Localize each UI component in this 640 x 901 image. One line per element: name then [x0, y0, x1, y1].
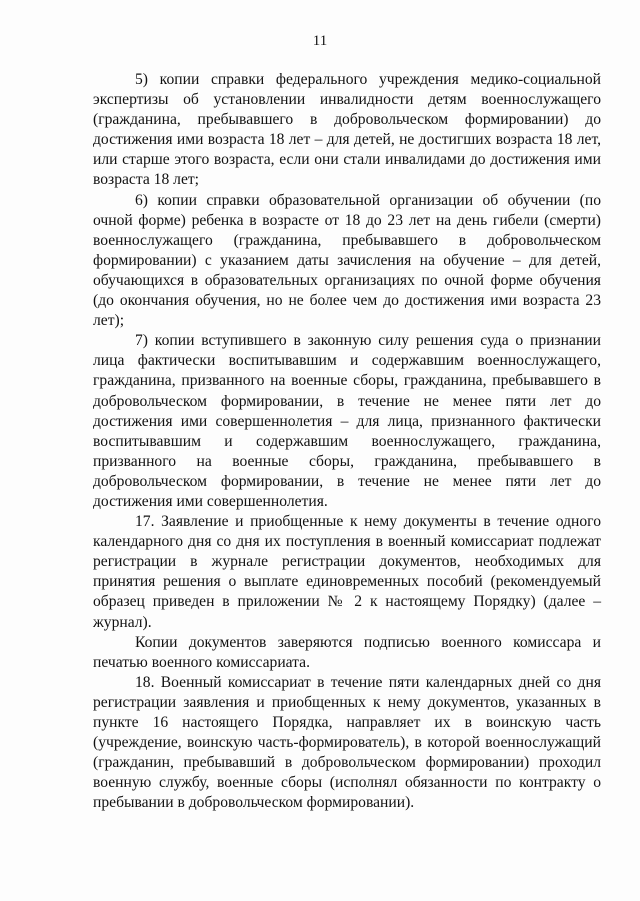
- paragraph-item-7: 7) копии вступившего в законную силу решения суда о признании лица фактически воспитывавшим и содержавшим военнослужащего, гражданина, призванного на военные сборы, гражданина, пребывавшего в добровольческом формировании, в течение не менее пяти лет до достижения ими совершеннолетия – для лица, признанного фактически воспитывавшим и содержавшим военнослужащего, гражданина, призванного на военные сборы, гражданина, пребывавшего в добровольческом формировании, в течение не менее пяти лет до достижения ими совершеннолетия.: [93, 332, 601, 510]
- paragraph-clause-17: 17. Заявление и приобщенные к нему документы в течение одного календарного дня со дня их поступления в военный комиссариат подлежат регистрации в журнале регистрации документов, необходимых для принятия решения о выплате единовременных пособий (рекомендуемый образец приведен в приложении № 2 к настоящему Порядку) (далее – журнал).: [93, 513, 601, 631]
- paragraph-copies-certification: Копии документов заверяются подписью военного комиссара и печатью военного комиссариата.: [93, 633, 601, 671]
- page-number: 11: [312, 33, 328, 49]
- paragraph-item-5: 5) копии справки федерального учреждения медико-социальной экспертизы об установлении инвалидности детям военнослужащего (гражданина, пребывавшего в добровольческом формировании) до достижения ими возраста 18 лет – для детей, не достигших возраста 18 лет, или старше этого возраста, если они стали инвалидами до достижения ими возраста 18 лет;: [93, 71, 601, 189]
- document-body: [93, 70, 601, 813]
- paragraph-item-6: 6) копии справки образовательной организации об обучении (по очной форме) ребенка в возрасте от 18 до 23 лет на день гибели (смерти) военнослужащего (гражданина, пребывавшего в добровольческом формировании) с указанием даты зачисления на обучение – для детей, обучающихся в образовательных организациях по очной форме обучения (до окончания обучения, но не более чем до достижения ими возраста 23 лет);: [93, 191, 601, 330]
- paragraph-clause-18: 18. Военный комиссариат в течение пяти календарных дней со дня регистрации заявления и приобщенных к нему документов, указанных в пункте 16 настоящего Порядка, направляет их в воинскую часть (учреждение, воинскую часть-формирователь), в которой военнослужащий (гражданин, пребывавший в добровольческом формировании) проходил военную службу, военные сборы (исполнял обязанности по контракту о пребывании в добровольческом формировании).: [93, 673, 601, 812]
